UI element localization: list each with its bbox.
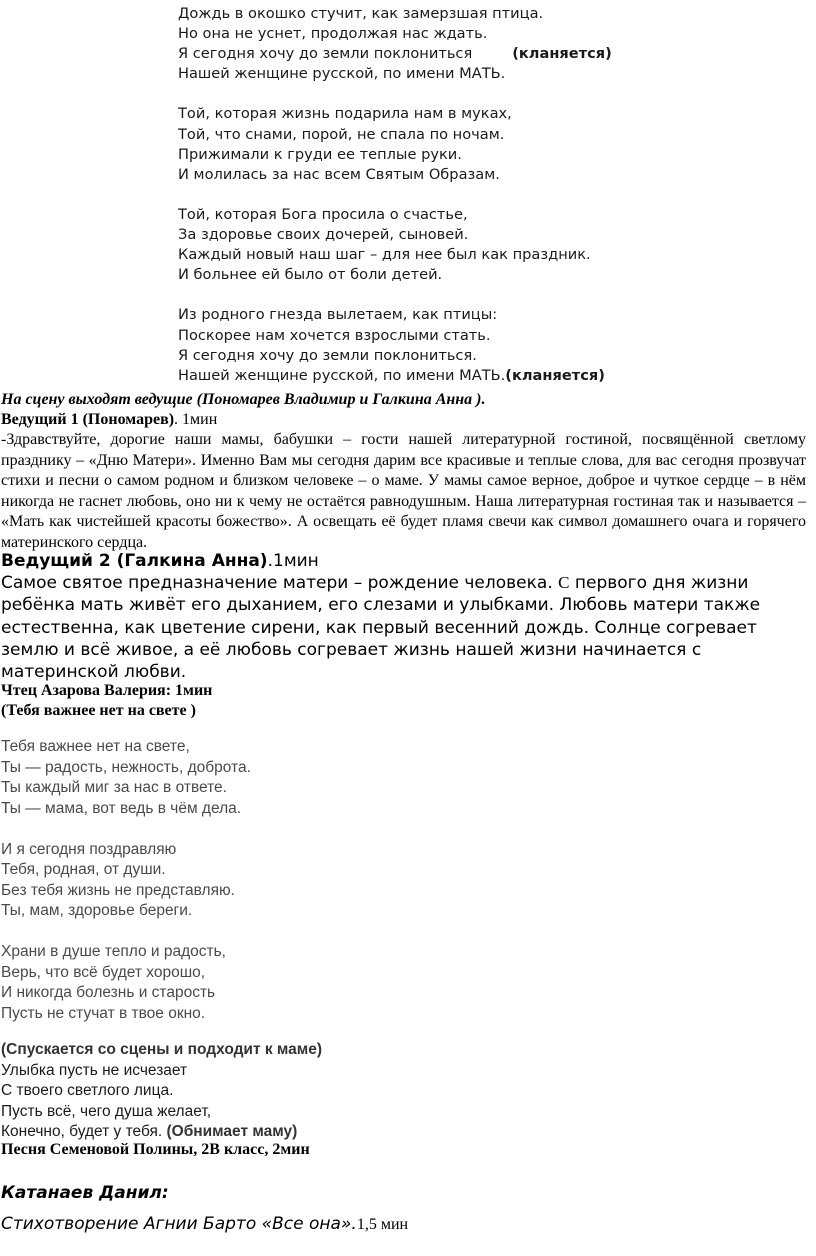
poem-line: Без тебя жизнь не представляю. [1,881,235,899]
poem-line: Той, которая жизнь подарила нам в муках, [178,105,512,123]
poem-line: Из родного гнезда вылетаем, как птицы: [178,306,498,324]
poem-line: И больнее ей было от боли детей. [178,266,443,284]
stage-direction-descend: (Спускается со сцены и подходит к маме) [1,1041,323,1058]
poem-end [1,1040,322,1143]
poem-line-text: Нашей женщине русской, по имени МАТЬ. [178,366,506,384]
poem-middle-stanza-3 [1,942,251,1024]
intro-stage-direction: На сцену выходят ведущие (Пономарев Владимир и Галкина Анна ). [1,391,486,408]
poem-line: С твоего светлого лица. [1,1082,174,1099]
poem-top-stanza-4 [178,305,778,385]
performer-heading: Катанаев Данил: [1,1183,169,1203]
poem-line: Тебя, родная, от души. [1,861,166,878]
lead-1-duration: . 1мин [174,411,218,428]
verse-duration: 1,5 мин [356,1216,409,1233]
poem-line: Храни в душе тепло и радость, [1,943,226,960]
verse-title: Стихотворение Агнии Барто «Все она». [1,1214,357,1234]
poem-line: Пусть не стучат в твое окно. [1,1004,206,1022]
poem-line: Я сегодня хочу до земли поклониться. [178,346,477,364]
poem-line: За здоровье своих дочерей, сыновей. [178,226,469,244]
poem-line: И никогда болезнь и старость [1,984,216,1001]
poem-top-stanza-2 [178,104,778,184]
speech-part: первого дня жизни ребёнка мать живёт его дыханием, его слезами и улыбками. Любовь матери также естественна, как цветение сирени, как первый весенний дождь. Солнце согревает землю и всё живое, а её любовь согревает жизнь нашей жизни начинается с материнской любви. [1,573,761,683]
lead-2-speech [1,572,806,683]
poem-line: И я сегодня поздравляю [1,840,177,858]
lead-2-heading [1,550,806,572]
poem-line: Ты каждый миг за нас в ответе. [1,779,227,796]
poem-middle-stanza-2 [1,840,251,922]
song-heading: Песня Семеновой Полины, 2В класс, 2мин [1,1141,310,1158]
poem-line: Улыбка пусть не исчезает [1,1061,188,1079]
poem-middle-stanza-1 [1,737,251,819]
stage-direction-bow: (кланяется) [512,45,612,63]
poem-line: Ты, мам, здоровье береги. [1,902,193,919]
poem-line: Каждый новый наш шаг – для нее был как праздник. [178,246,591,264]
poem-line: Пусть всё, чего душа желает, [1,1102,212,1120]
poem-line: Ты — радость, нежность, доброта. [1,758,251,776]
lead-2-duration: .1мин [267,551,319,571]
poem-line-text: Я сегодня хочу до земли поклониться [178,45,473,63]
poem-top-stanza-1 [178,4,778,84]
poem-line: И молилась за нас всем Святым Образам. [178,165,500,183]
poem-line: Дождь в окошко стучит, как замерзшая птица. [178,5,544,22]
stage-direction-hug: (Обнимает маму) [166,1123,298,1140]
stage-direction-bow: (кланяется) [505,366,605,384]
reader-name: Чтец Азарова Валерия: 1мин [1,682,213,699]
poem-line: Поскорее нам хочется взрослыми стать. [178,326,491,344]
speech-part: С [558,573,570,592]
poem-middle [1,737,251,1045]
poem-line [178,366,778,386]
poem-line [178,44,778,64]
speech-part: Самое святое предназначение матери – рождение человека. [1,573,559,593]
poem-line: Ты — мама, вот ведь в чём дела. [1,799,242,817]
poem-top-stanza-3 [178,205,778,285]
lead-1-speech: -Здравствуйте, дорогие наши мамы, бабушки – гости нашей литературной гостиной, посвящённой светлому празднику – «Дню Матери». Именно Вам мы сегодня дарим все красивые и теплые слова, для вас сегодня прозвучат стихи и песни о самом родном и близком человеке – о маме. У мамы самое верное, доброе и чуткое сердце – в нём никогда не гаснет любовь, оно ни к чему не остаётся равнодушным. Наша литературная гостиная так и называется – «Мать как чистейшей красоты божество». А освещать её будет пламя свечи как символ домашнего очага и горячего материнского сердца. [1,431,806,551]
poem-line: Нашей женщине русской, по имени МАТЬ. [178,65,506,83]
reader-heading [1,681,806,721]
lead-2-name: Ведущий 2 (Галкина Анна) [1,551,268,571]
poem-line: Прижимали к груди ее теплые руки. [178,145,462,163]
poem-line: Той, что снами, порой, не спала по ночам. [178,125,505,143]
poem-line: Той, которая Бога просила о счастье, [178,205,468,223]
lead-1-name: Ведущий 1 (Пономарев) [1,411,175,428]
reader-poem-title: (Тебя важнее нет на свете ) [1,702,196,719]
verse-heading [1,1213,806,1236]
poem-line: Верь, что всё будет хорошо, [1,963,206,981]
poem-line: Тебя важнее нет на свете, [1,738,190,755]
poem-line: Но она не уснет, продолжая нас ждать. [178,25,488,43]
poem-line-text: Конечно, будет у тебя. [1,1123,167,1140]
lead-1-heading [1,410,806,430]
poem-top [178,4,778,406]
